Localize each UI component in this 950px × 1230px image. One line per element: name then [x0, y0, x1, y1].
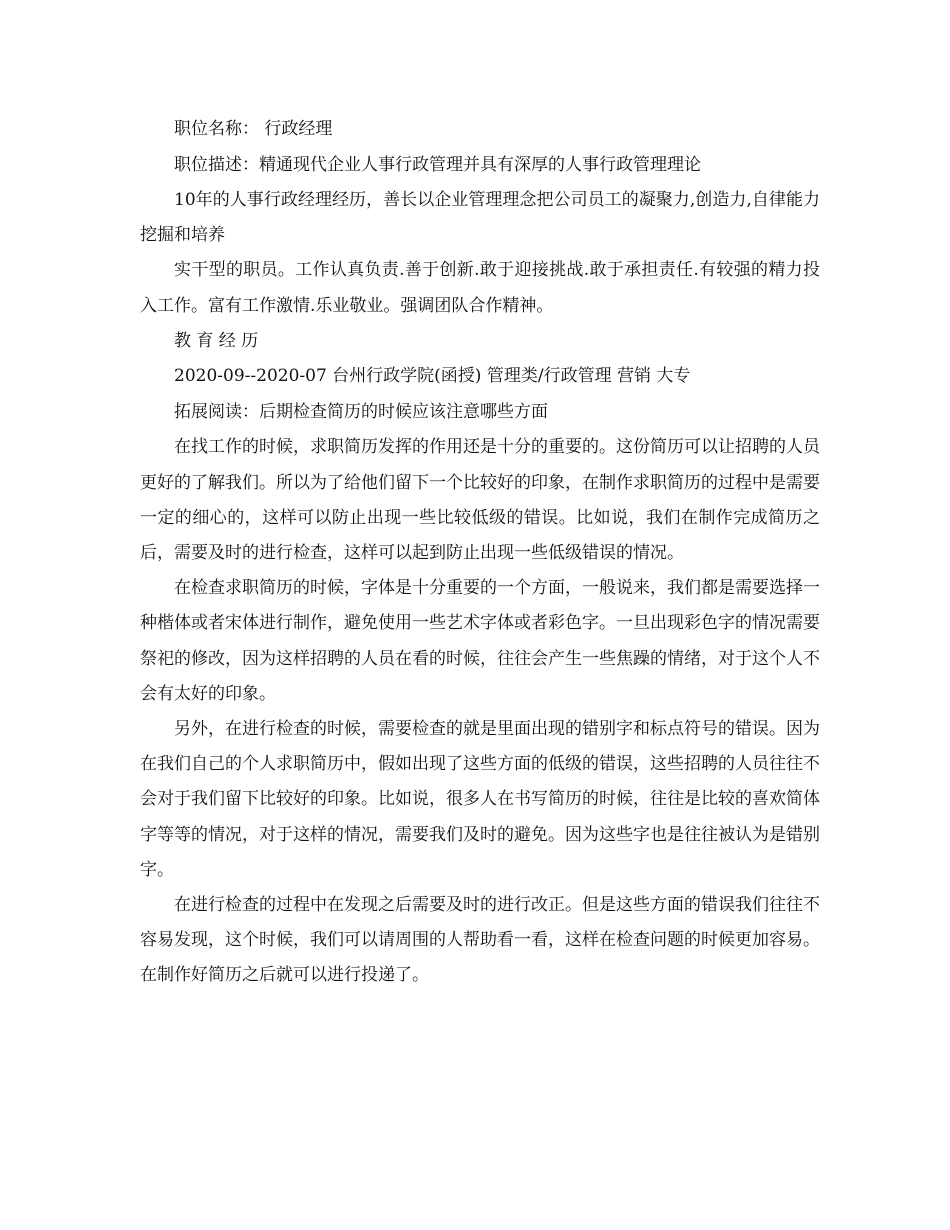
article-paragraph: 在进行检查的过程中在发现之后需要及时的进行改正。但是这些方面的错误我们往往不容易发现，这个时候，我们可以请周围的人帮助看一看，这样在检查问题的时候更加容易。在制作好简历之后就可以进行投递了。 [140, 894, 820, 986]
article-paragraph: 另外，在进行检查的时候，需要检查的就是里面出现的错别字和标点符号的错误。因为在我们自己的个人求职简历中，假如出现了这些方面的低级的错误，这些招聘的人员往往不会对于我们留下比较好的印象。比如说，很多人在书写简历的时候，往往是比较的喜欢简体字等等的情况，对于这样的情况，需要我们及时的避免。因为这些字也是往往被认为是错别字。 [140, 718, 820, 880]
article-paragraph: 在找工作的时候，求职简历发挥的作用还是十分的重要的。这份简历可以让招聘的人员更好的了解我们。所以为了给他们留下一个比较好的印象，在制作求职简历的过程中是需要一定的细心的，这样可以防止出现一些比较低级的错误。比如说，我们在制作完成简历之后，需要及时的进行检查，这样可以起到防止出现一些低级错误的情况。 [140, 437, 820, 563]
experience-summary: 10年的人事行政经理经历，善长以企业管理理念把公司员工的凝聚力,创造力,自律能力挖掘和培养 [140, 190, 820, 246]
extended-reading-title: 拓展阅读：后期检查简历的时候应该注意哪些方面 [174, 401, 548, 422]
position-title: 职位名称： 行政经理 [174, 119, 333, 139]
position-description: 职位描述：精通现代企业人事行政管理并具有深厚的人事行政管理理论 [174, 154, 701, 175]
personal-traits: 实干型的职员。工作认真负责.善于创新.敢于迎接挑战.敢于承担责任.有较强的精力投入工作。富有工作激情.乐业敬业。强调团队合作精神。 [140, 260, 820, 316]
article-paragraph: 在检查求职简历的时候，字体是十分重要的一个方面，一般说来，我们都是需要选择一种楷体或者宋体进行制作，避免使用一些艺术字体或者彩色字。一旦出现彩色字的情况需要祭祀的修改，因为这样招聘的人员在看的时候，往往会产生一些焦躁的情绪，对于这个人不会有太好的印象。 [140, 578, 820, 704]
education-entry: 2020-09--2020-07 台州行政学院(函授) 管理类/行政管理 营销 大专 [174, 366, 691, 387]
document-page [140, 112, 820, 994]
education-heading: 教 育 经 历 [174, 330, 259, 351]
